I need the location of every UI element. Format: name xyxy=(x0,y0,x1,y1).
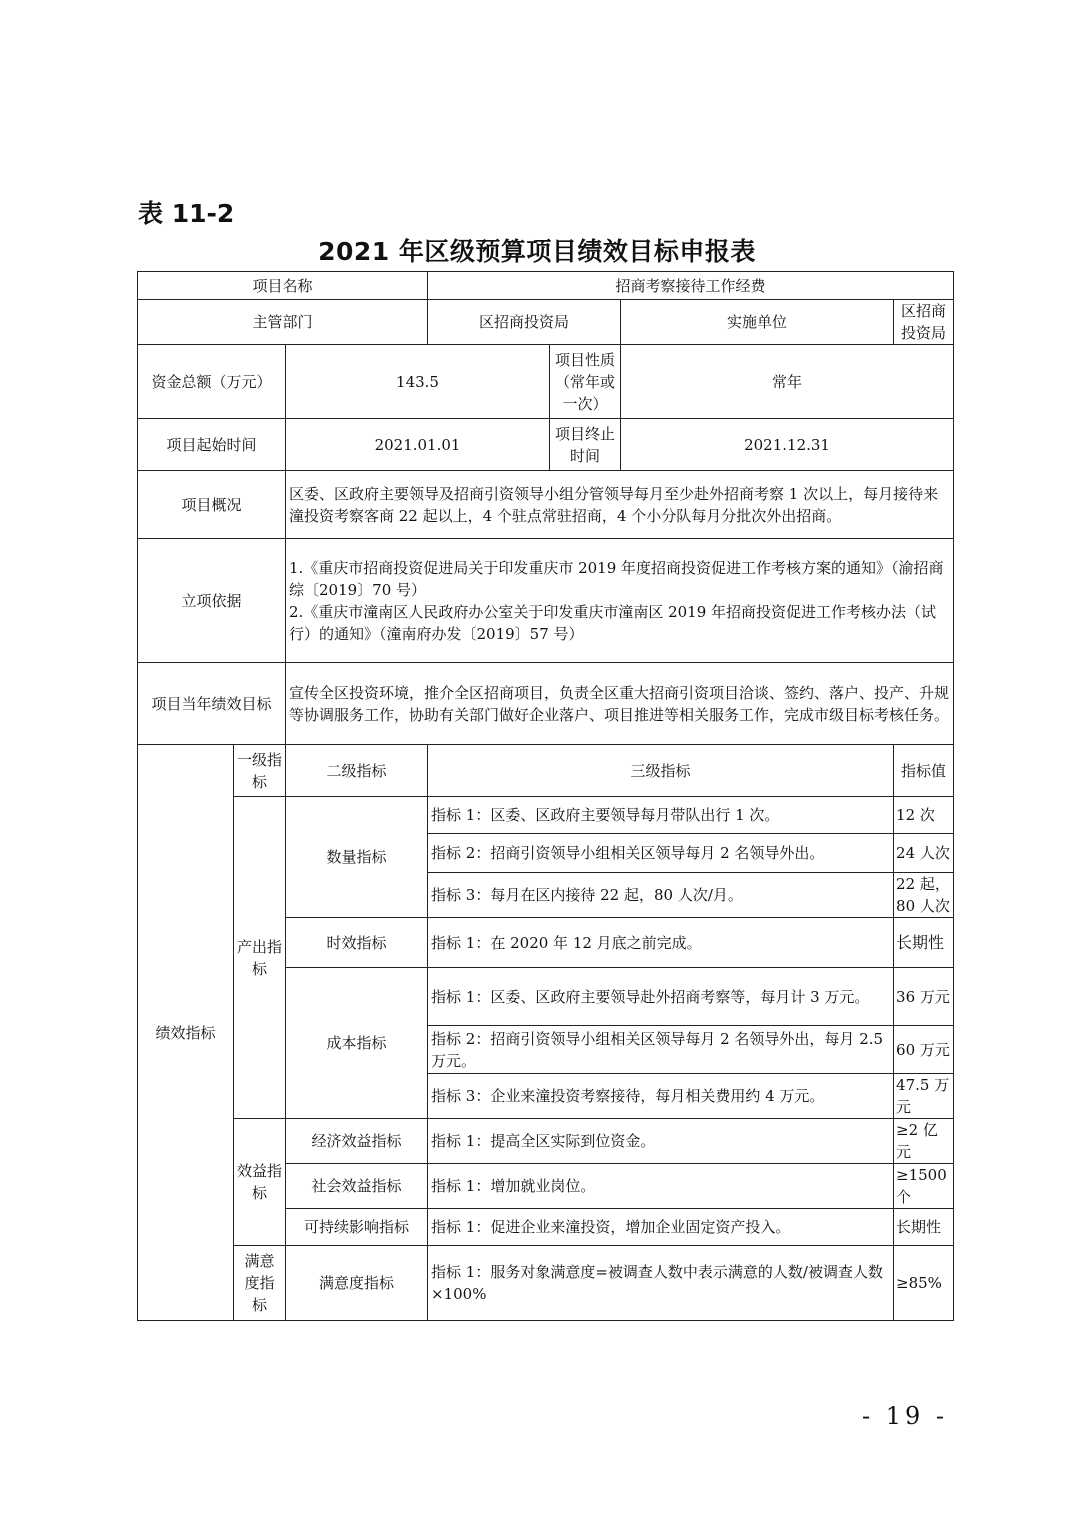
indicator-row: 指标 1：提高全区实际到位资金。 xyxy=(428,1119,894,1164)
benefit-label: 效益指标 xyxy=(234,1119,286,1246)
indicator-value: 60 万元 xyxy=(894,1026,954,1074)
indicator-value: 47.5 万元 xyxy=(894,1074,954,1119)
start-label: 项目起始时间 xyxy=(138,419,286,471)
indicator-value: 22 起，80 人次 xyxy=(894,873,954,918)
indicator-row: 指标 2：招商引资领导小组相关区领导每月 2 名领导外出，每月 2.5 万元。 xyxy=(428,1026,894,1074)
social-label: 社会效益指标 xyxy=(286,1164,428,1209)
dept-value: 区招商投资局 xyxy=(428,300,621,345)
cost-label: 成本指标 xyxy=(286,968,428,1119)
section-performance-label: 绩效指标 xyxy=(138,745,234,1321)
indicator-value: ≥2 亿元 xyxy=(894,1119,954,1164)
header-level2: 二级指标 xyxy=(286,745,428,797)
indicator-row: 指标 3：每月在区内接待 22 起，80 人次/月。 xyxy=(428,873,894,918)
timeliness-label: 时效指标 xyxy=(286,918,428,968)
output-label: 产出指标 xyxy=(234,797,286,1119)
header-level1: 一级指标 xyxy=(234,745,286,797)
indicator-row: 指标 1：区委、区政府主要领导赴外招商考察等，每月计 3 万元。 xyxy=(428,968,894,1026)
performance-table xyxy=(137,271,954,1321)
impl-unit-label-text: 实施单位 xyxy=(727,313,788,331)
indicator-value: ≥1500 个 xyxy=(894,1164,954,1209)
indicator-value: ≥85% xyxy=(894,1246,954,1321)
satisfaction-label: 满意度指标 xyxy=(234,1246,286,1321)
table-label: 表 11-2 xyxy=(138,199,235,228)
indicator-row: 指标 1：在 2020 年 12 月底之前完成。 xyxy=(428,918,894,968)
end-label: 项目终止时间 xyxy=(550,419,621,471)
indicator-value: 24 人次 xyxy=(894,834,954,873)
basis-item-1: 1.《重庆市招商投资促进局关于印发重庆市 2019 年度招商投资促进工作考核方案的通知》（渝招商综〔2019〕70 号） xyxy=(289,558,944,599)
header-value: 指标值 xyxy=(894,745,954,797)
indicator-row: 指标 3：企业来潼投资考察接待，每月相关费用约 4 万元。 xyxy=(428,1074,894,1119)
indicator-row: 指标 1：服务对象满意度=被调查人数中表示满意的人数/被调查人数×100% xyxy=(428,1246,894,1321)
basis-item-2: 2.《重庆市潼南区人民政府办公室关于印发重庆市潼南区 2019 年招商投资促进工作考核办法（试行）的通知》（潼南府办发〔2019〕57 号） xyxy=(289,602,937,643)
page-number: - 19 - xyxy=(862,1402,949,1430)
header-level3: 三级指标 xyxy=(428,745,894,797)
indicator-row: 指标 2：招商引资领导小组相关区领导每月 2 名领导外出。 xyxy=(428,834,894,873)
sustain-label: 可持续影响指标 xyxy=(286,1209,428,1246)
quantity-label: 数量指标 xyxy=(286,797,428,918)
overview-label: 项目概况 xyxy=(138,471,286,539)
indicator-value: 36 万元 xyxy=(894,968,954,1026)
indicator-row: 指标 1：区委、区政府主要领导每月带队出行 1 次。 xyxy=(428,797,894,834)
end-value: 2021.12.31 xyxy=(621,419,954,471)
indicator-value: 12 次 xyxy=(894,797,954,834)
basis-text xyxy=(286,539,954,663)
overview-text: 区委、区政府主要领导及招商引资领导小组分管领导每月至少赴外招商考察 1 次以上，每月接待来潼投资考察客商 22 起以上，4 个驻点常驻招商，4 个小分队每月分批次外出招商。 xyxy=(286,471,954,539)
impl-unit-value-text: 区招商投资局 xyxy=(901,302,947,342)
start-value: 2021.01.01 xyxy=(286,419,550,471)
goal-text: 宣传全区投资环境，推介全区招商项目，负责全区重大招商引资项目洽谈、签约、落户、投产、升规等协调服务工作，协助有关部门做好企业落户、项目推进等相关服务工作，完成市级目标考核任务。 xyxy=(286,663,954,745)
satisfaction2-label: 满意度指标 xyxy=(286,1246,428,1321)
nature-value: 常年 xyxy=(621,345,954,419)
funds-value: 143.5 xyxy=(286,345,550,419)
basis-label: 立项依据 xyxy=(138,539,286,663)
dept-label: 主管部门 xyxy=(138,300,428,345)
nature-label: 项目性质（常年或一次） xyxy=(550,345,621,419)
impl-unit-value xyxy=(894,300,954,345)
impl-unit-label xyxy=(621,300,894,345)
project-name-label: 项目名称 xyxy=(138,272,428,300)
indicator-row: 指标 1：促进企业来潼投资，增加企业固定资产投入。 xyxy=(428,1209,894,1246)
funds-label: 资金总额（万元） xyxy=(138,345,286,419)
indicator-value: 长期性 xyxy=(894,1209,954,1246)
indicator-row: 指标 1：增加就业岗位。 xyxy=(428,1164,894,1209)
goal-label: 项目当年绩效目标 xyxy=(138,663,286,745)
page-title: 2021 年区级预算项目绩效目标申报表 xyxy=(318,237,756,266)
project-name-value: 招商考察接待工作经费 xyxy=(428,272,954,300)
indicator-value: 长期性 xyxy=(894,918,954,968)
economic-label: 经济效益指标 xyxy=(286,1119,428,1164)
